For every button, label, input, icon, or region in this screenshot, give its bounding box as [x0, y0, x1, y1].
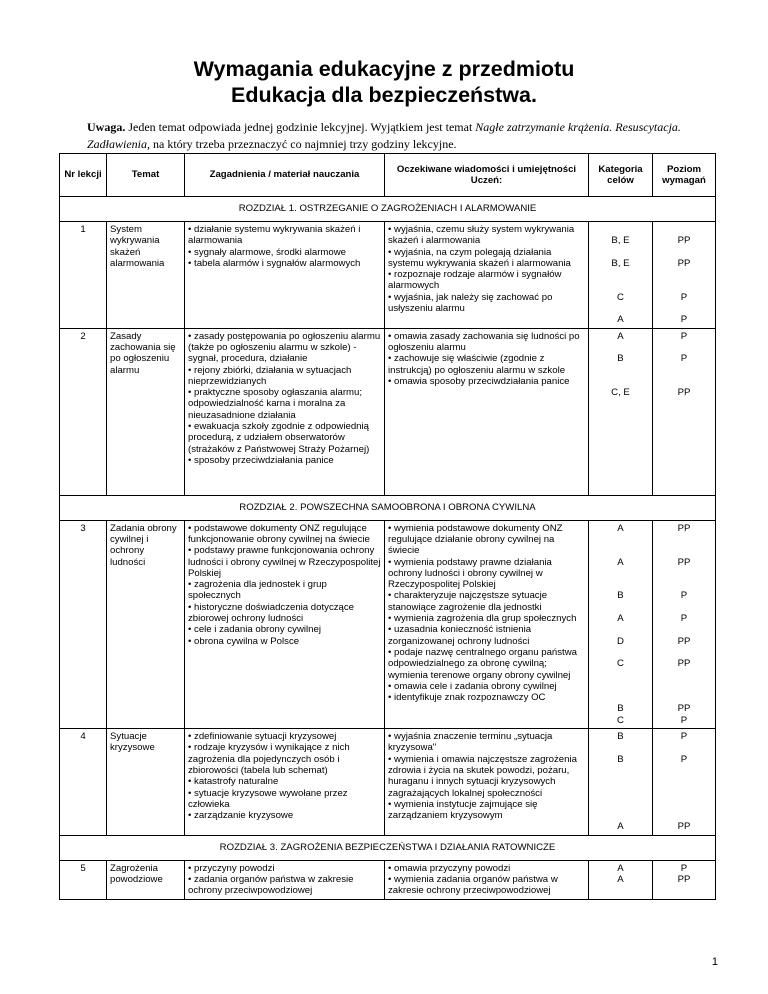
- lesson-topic: Zasady zachowania się po ogłoszeniu alarmu: [107, 328, 185, 495]
- note-label: Uwaga.: [87, 120, 126, 134]
- requirement-level: PP PP P P: [653, 222, 716, 329]
- chapter-row-2: [60, 495, 716, 520]
- lesson-content: • podstawowe dokumenty ONZ regulujące funkcjonowanie obrony cywilnej na świecie • podstawy prawne funkcjonowania ochrony ludności i obrony cywilnej w Rzeczypospolitej Polskiej • zagrożenia dla jednostek i grup społecznych • historyczne doświadczenia dotyczące zbiorowej ochrony ludności • cele i zadania obrony cywilnej • obrona cywilna w Polsce: [185, 520, 385, 728]
- lesson-topic: Zagrożenia powodziowe: [107, 860, 185, 899]
- document-title-line-2: Edukacja dla bezpieczeństwa.: [231, 83, 537, 107]
- page-number: 1: [711, 956, 718, 968]
- table-row: [60, 860, 716, 899]
- lesson-number: 1: [60, 222, 107, 329]
- lesson-outcomes: • omawia przyczyny powodzi • wymienia zadania organów państwa w zakresie ochrony przeciwpowodziowej: [385, 860, 589, 899]
- chapter-row-1: [60, 197, 716, 222]
- lesson-number: 4: [60, 729, 107, 836]
- header-poziom: Poziom wymagań: [653, 154, 716, 197]
- header-temat: Temat: [107, 154, 185, 197]
- requirement-level: P PP: [653, 860, 716, 899]
- lesson-content: • zdefiniowanie sytuacji kryzysowej • rodzaje kryzysów i wynikające z nich zagrożenia dla pojedynczych osób i zbiorowości (tabela lub schemat) • katastrofy naturalne • sytuacje kryzysowe wywołane przez człowieka • zarządzanie kryzysowe: [185, 729, 385, 836]
- lesson-content: • przyczyny powodzi • zadania organów państwa w zakresie ochrony przeciwpowodziowej: [185, 860, 385, 899]
- note-paragraph: [87, 119, 687, 153]
- document-title-line-1: Wymagania edukacyjne z przedmiotu: [193, 57, 575, 81]
- lesson-outcomes: • wyjaśnia, czemu służy system wykrywania skażeń i alarmowania • wyjaśnia, na czym polegają działania systemu wykrywania skażeń i alarmowania • rozpoznaje rodzaje alarmów i sygnałów alarmowych • wyjaśnia, jak należy się zachować po usłyszeniu alarmu: [385, 222, 589, 329]
- lesson-number: 3: [60, 520, 107, 728]
- goal-category: A A: [589, 860, 653, 899]
- note-text-2: na który trzeba przeznaczyć co najmniej trzy godziny lekcyjne.: [150, 137, 457, 151]
- lesson-outcomes: • wymienia podstawowe dokumenty ONZ regulujące działanie obrony cywilnej na świecie • wymienia podstawy prawne działania ochrony ludności i obrony cywilnej w Rzeczypospolitej Polskiej • charakteryzuje najczęstsze sytuacje stanowiące zagrożenie dla jednostki • wymienia zagrożenia dla grup społecznych • uzasadnia konieczność istnienia zorganizowanej ochrony ludności • podaje nazwę centralnego organu państwa odpowiedzialnego za obronę cywilną; wymienia terenowe organy obrony cywilnej • omawia cele i zadania obrony cywilnej • identyfikuje znak rozpoznawczy OC: [385, 520, 589, 728]
- table-header-row: [60, 154, 716, 197]
- table-row: [60, 520, 716, 728]
- goal-category: B B A: [589, 729, 653, 836]
- chapter-title: ROZDZIAŁ 3. ZAGROŻENIA BEZPIECZEŃSTWA I DZIAŁANIA RATOWNICZE: [60, 835, 716, 860]
- lesson-content: • działanie systemu wykrywania skażeń i alarmowania • sygnały alarmowe, środki alarmowe • tabela alarmów i sygnałów alarmowych: [185, 222, 385, 329]
- note-italic-topic: Nagłe zatrzymanie krążenia. Resuscytacja. Zadławienia,: [87, 120, 681, 151]
- chapter-title: ROZDZIAŁ 1. OSTRZEGANIE O ZAGROŻENIACH I ALARMOWANIE: [60, 197, 716, 222]
- lesson-outcomes: • omawia zasady zachowania się ludności po ogłoszeniu alarmu • zachowuje się właściwie (zgodnie z instrukcją) po ogłoszeniu alarmu w szkole • omawia sposoby przeciwdziałania panice: [385, 328, 589, 495]
- requirements-table: [59, 153, 716, 900]
- lesson-topic: Zadania obrony cywilnej i ochrony ludności: [107, 520, 185, 728]
- table-row: [60, 729, 716, 836]
- header-oczekiwane: Oczekiwane wiadomości i umiejętności Uczeń:: [385, 154, 589, 197]
- lesson-topic: System wykrywania skażeń alarmowania: [107, 222, 185, 329]
- lesson-content: • zasady postępowania po ogłoszeniu alarmu (także po ogłoszeniu alarmu w szkole) - sygnał, procedura, działanie • rejony zbiórki, działania w sytuacjach nieprzewidzianych • praktyczne sposoby ogłaszania alarmu; odpowiedzialność karna i moralna za nieuzasadnione działania • ewakuacja szkoły zgodnie z odpowiednią procedurą, z udziałem obserwatorów (strażaków z Państwowej Straży Pożarnej) • sposoby przeciwdziałania panice: [185, 328, 385, 495]
- requirement-level: P P PP: [653, 328, 716, 495]
- goal-category: A A B A D C B C: [589, 520, 653, 728]
- goal-category: B, E B, E C A: [589, 222, 653, 329]
- requirement-level: PP PP P P PP PP PP P: [653, 520, 716, 728]
- goal-category: A B C, E: [589, 328, 653, 495]
- header-nr: Nr lekcji: [60, 154, 107, 197]
- table-row: [60, 222, 716, 329]
- table-row: [60, 328, 716, 495]
- header-kategoria: Kategoria celów: [589, 154, 653, 197]
- requirement-level: P P PP: [653, 729, 716, 836]
- lesson-topic: Sytuacje kryzysowe: [107, 729, 185, 836]
- lesson-number: 2: [60, 328, 107, 495]
- header-zagadnienia: Zagadnienia / materiał nauczania: [185, 154, 385, 197]
- note-text-1: Jeden temat odpowiada jednej godzinie lekcyjnej. Wyjątkiem jest temat: [125, 120, 476, 134]
- chapter-title: ROZDZIAŁ 2. POWSZECHNA SAMOOBRONA I OBRONA CYWILNA: [60, 495, 716, 520]
- chapter-row-3: [60, 835, 716, 860]
- lesson-outcomes: • wyjaśnia znaczenie terminu „sytuacja kryzysowa" • wymienia i omawia najczęstsze zagrożenia zdrowia i życia na skutek powodzi, pożaru, huraganu i innych sytuacji kryzysowych zagrażających lokalnej społeczności • wymienia instytucje zajmujące się zarządzaniem kryzysowym: [385, 729, 589, 836]
- lesson-number: 5: [60, 860, 107, 899]
